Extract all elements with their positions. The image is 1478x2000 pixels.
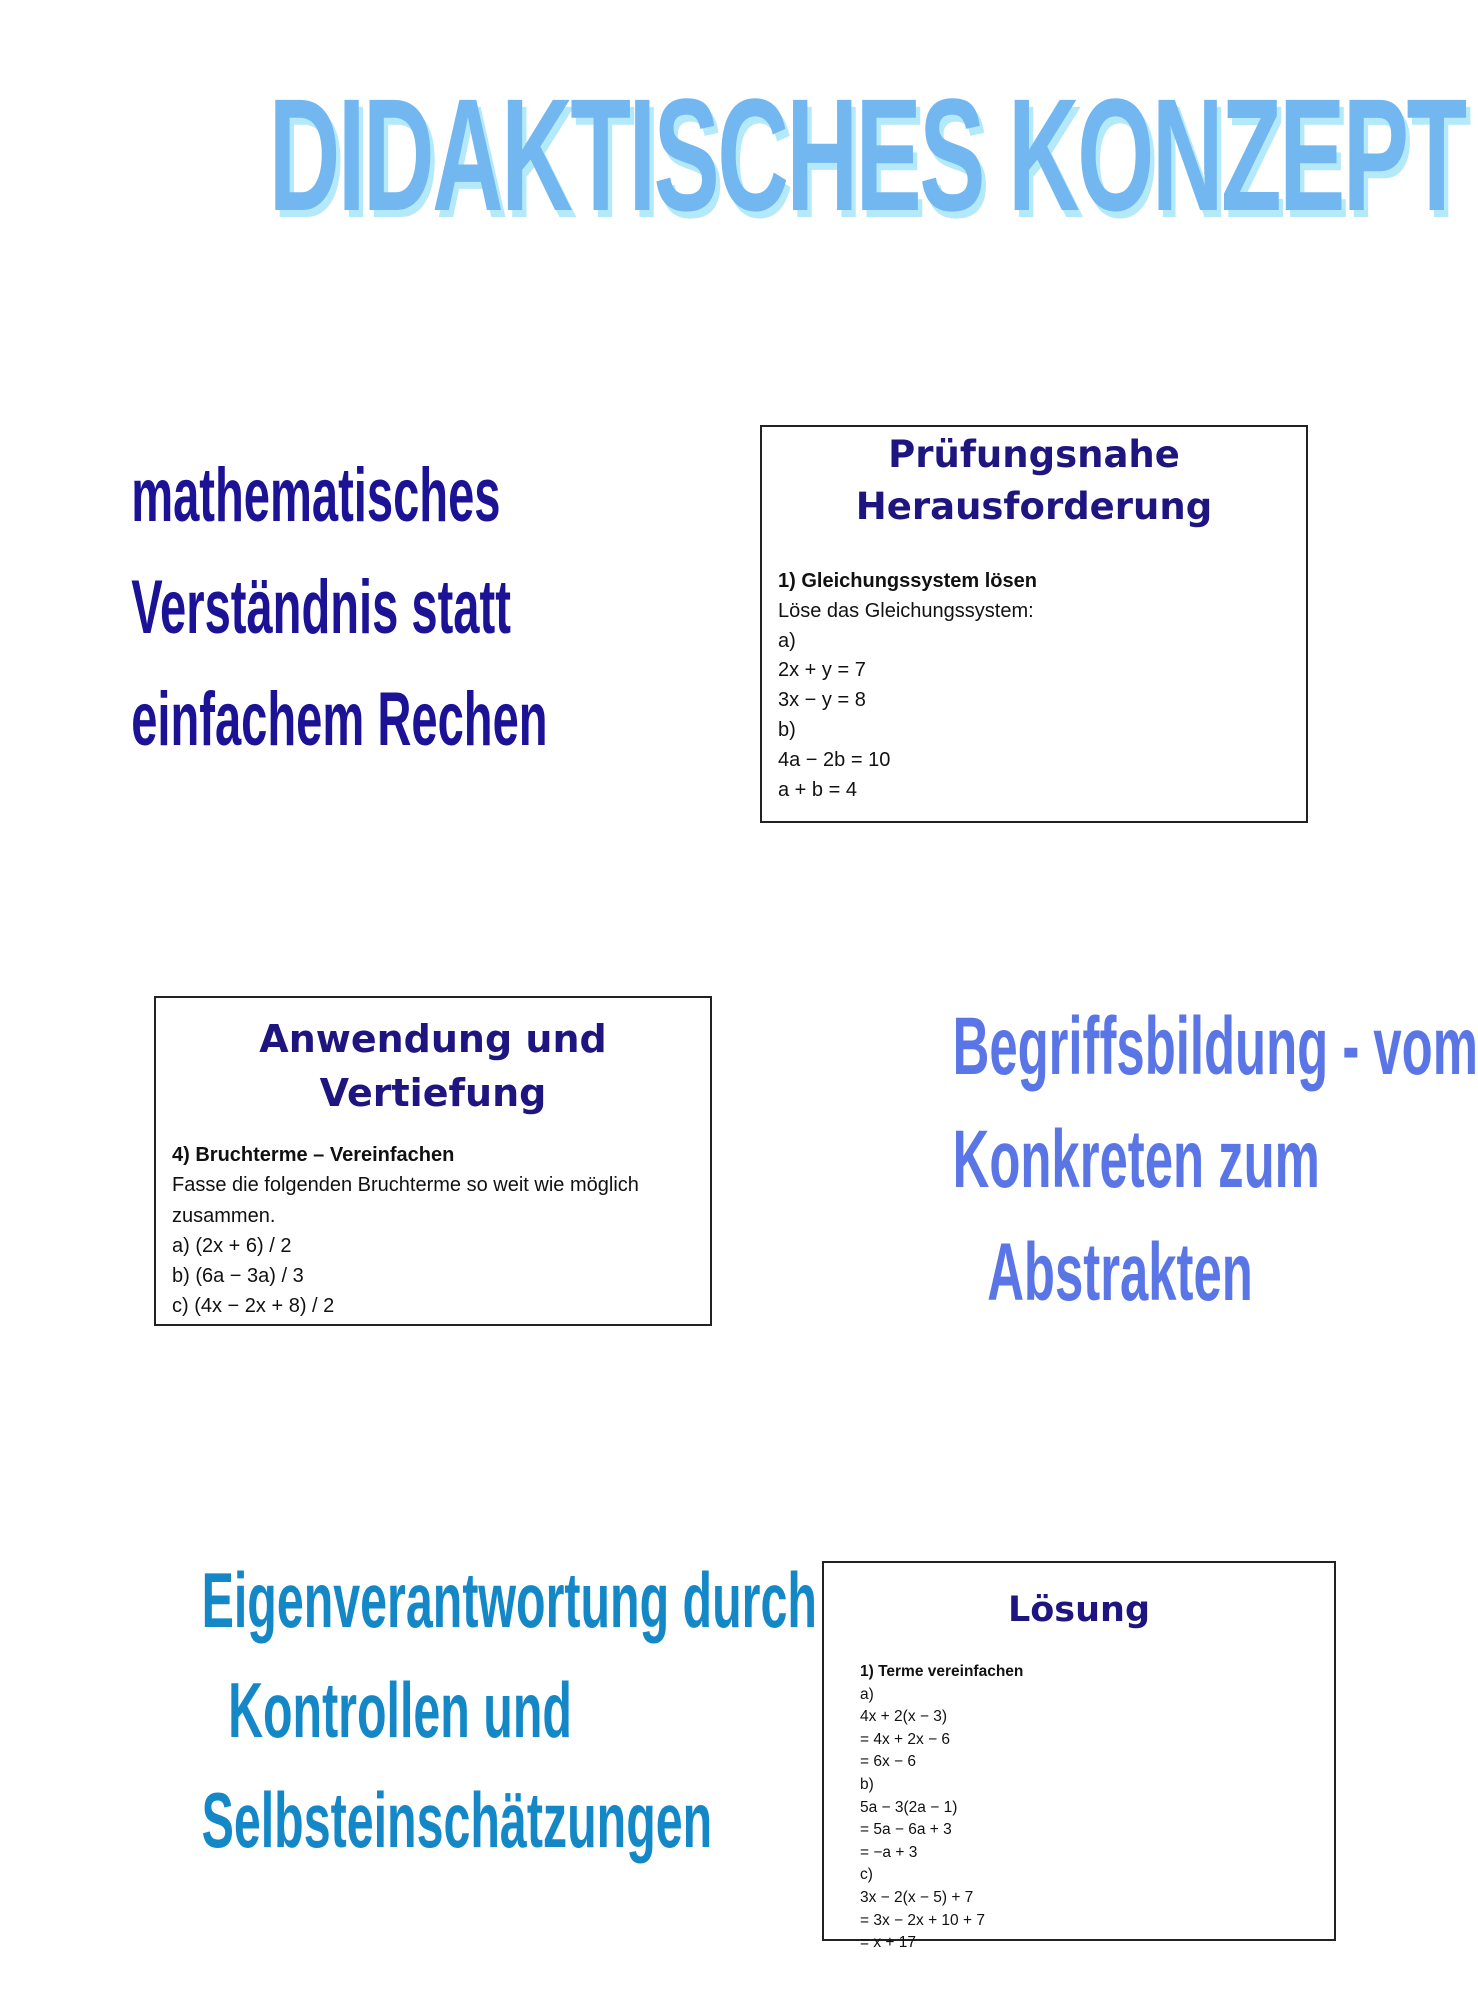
task-title: 4) Bruchterme – Vereinfachen [172,1144,455,1166]
task-line: Fasse die folgenden Bruchterme so weit wie möglich [172,1174,639,1197]
task-line: 3x − y = 8 [778,689,866,712]
card-title [762,429,1306,533]
task-line: 3x − 2(x − 5) + 7 [860,1888,974,1906]
card-title-line: Prüfungsnahe [888,433,1180,476]
task-line: a) (2x + 6) / 2 [172,1234,292,1257]
task-line: 4x + 2(x − 3) [860,1708,948,1726]
heading-line: Eigenverantwortung durch [201,1556,817,1644]
task-line: 5a − 3(2a − 1) [860,1798,958,1816]
heading-line: Kontrollen und [228,1666,572,1754]
card-title-line: Anwendung und [259,1017,607,1061]
heading-begriffsbildung [850,990,1478,1329]
task-title: 1) Terme vereinfachen [860,1663,1024,1680]
card-title-line: Vertiefung [319,1071,547,1115]
task-title: 1) Gleichungssystem lösen [778,570,1037,592]
heading-line: einfachem Rechen [131,677,548,762]
card-loesung [822,1561,1336,1952]
heading-mathematisches-verstaendnis [40,440,548,776]
card-anwendung-und-vertiefung [154,996,712,1326]
card-title [824,1587,1334,1633]
task-line: 4a − 2b = 10 [778,748,891,771]
heading-eigenverantwortung [80,1545,817,1875]
card-body [860,1661,1334,1955]
task-line: c) [860,1866,873,1884]
card-pruefungsnahe-herausforderung [760,425,1308,823]
task-line: = 3x − 2x + 10 + 7 [860,1911,985,1929]
heading-line: Konkreten zum [952,1114,1320,1205]
task-line: = 4x + 2x − 6 [860,1730,951,1748]
card-body [778,567,1306,805]
task-line: a) [778,629,796,652]
heading-line: Selbsteinschätzungen [201,1776,713,1864]
task-line: 2x + y = 7 [778,659,866,682]
heading-line: Abstrakten [987,1227,1253,1318]
task-line: zusammen. [172,1204,276,1227]
task-line: = −a + 3 [860,1843,918,1861]
card-title-line: Herausforderung [855,485,1213,528]
heading-line: Begriffsbildung - vom [952,1001,1478,1092]
task-line: = x + 17 [860,1934,917,1952]
card-title-line: Lösung [1007,1590,1151,1630]
heading-line: Verständnis statt [131,565,511,650]
card-body [172,1140,710,1322]
task-line: = 6x − 6 [860,1753,917,1771]
task-line: a + b = 4 [778,778,857,801]
task-line: Löse das Gleichungssystem: [778,599,1034,622]
task-line: = 5a − 6a + 3 [860,1821,952,1839]
task-line: b) (6a − 3a) / 3 [172,1265,304,1288]
heading-line: mathematisches [131,453,501,538]
task-line: b) [860,1775,874,1793]
page-title: DIDAKTISCHES KONZEPT [268,65,1465,244]
task-line: b) [778,718,796,741]
task-line: a) [860,1685,874,1703]
task-line: c) (4x − 2x + 8) / 2 [172,1295,335,1318]
card-title [156,1012,710,1120]
